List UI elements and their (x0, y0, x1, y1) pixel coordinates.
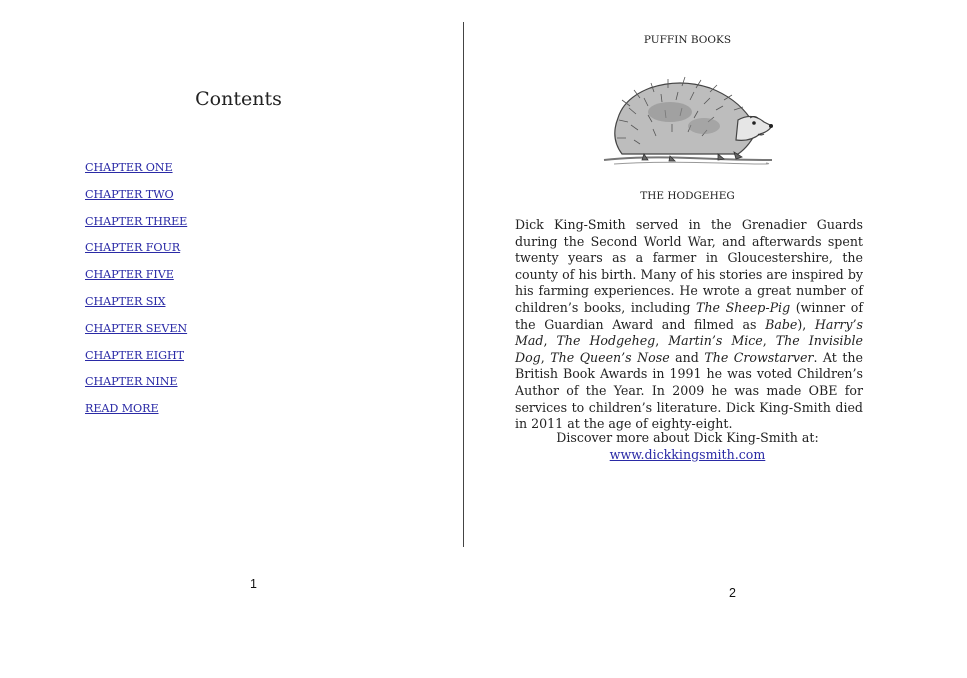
discover-text: Discover more about Dick King-Smith at: (556, 430, 819, 445)
toc-item (85, 398, 187, 425)
page-number-left: 1 (250, 577, 257, 591)
toc-link-chapter-seven[interactable]: CHAPTER SEVEN (85, 321, 188, 335)
discover-more (515, 430, 860, 463)
toc-link-chapter-one[interactable]: CHAPTER ONE (85, 161, 173, 174)
toc-link-chapter-three[interactable]: CHAPTER THREE (85, 214, 188, 228)
book-title-italic: The Queen’s Nose (550, 349, 670, 365)
left-page (0, 0, 463, 678)
toc-link-read-more[interactable]: READ MORE (85, 402, 159, 416)
bio-text: , (762, 333, 776, 349)
right-page (464, 0, 967, 678)
toc-link-chapter-two[interactable]: CHAPTER TWO (85, 187, 174, 201)
table-of-contents (85, 157, 187, 425)
bio-text: ), (797, 316, 815, 332)
book-title-italic: The Crowstarver (704, 349, 814, 365)
toc-link-chapter-eight[interactable]: CHAPTER EIGHT (85, 348, 184, 362)
book-title-italic: Martin’s Mice (668, 333, 763, 349)
bio-text: . At the British Book Awards in 1991 he was voted Children’s Author of the Year. In 2009 he was made OBE for services to children’s literature. Dick King-Smith died in 2011 at the age of eighty-eight. (515, 349, 863, 432)
book-title-italic: Harry’s Mad (515, 316, 864, 349)
toc-item (85, 318, 187, 345)
book-title-italic: The Invisible Dog (515, 333, 864, 365)
toc-item (85, 211, 187, 238)
bio-text: , (655, 333, 669, 349)
book-title: THE HODGEHEG (640, 190, 735, 202)
author-bio (515, 217, 863, 433)
hedgehog-illustration (600, 66, 776, 174)
page-number-right: 2 (729, 586, 736, 600)
toc-item (85, 291, 187, 318)
toc-item (85, 264, 187, 291)
bio-text: (winner of the Guardian Award and filmed as (515, 299, 863, 332)
toc-link-chapter-four[interactable]: CHAPTER FOUR (85, 241, 181, 255)
toc-item (85, 237, 187, 264)
toc-link-chapter-six[interactable]: CHAPTER SIX (85, 294, 166, 308)
toc-item (85, 345, 187, 372)
website-link[interactable]: www.dickkingsmith.com (609, 446, 766, 462)
bio-text: , (540, 349, 551, 365)
contents-title: Contents (195, 88, 282, 110)
toc-item (85, 157, 187, 184)
toc-item (85, 371, 187, 398)
toc-item (85, 184, 187, 211)
book-title-italic: The Hodgeheg (556, 333, 656, 349)
toc-link-chapter-nine[interactable]: CHAPTER NINE (85, 375, 178, 389)
bio-text: Dick King-Smith served in the Grenadier Guards during the Second World War, and afterwards spent twenty years as a farmer in Gloucestershire, the county of his birth. Many of his stories are inspired by his farming experiences. He wrote a great number of children’s books, including (515, 217, 863, 315)
publisher-name: PUFFIN BOOKS (643, 34, 732, 46)
book-title-italic: Babe (765, 316, 798, 332)
bio-text: , (543, 333, 557, 349)
book-title-italic: The Sheep-Pig (696, 299, 791, 315)
toc-link-chapter-five[interactable]: CHAPTER FIVE (85, 268, 174, 282)
bio-text: and (669, 349, 705, 365)
